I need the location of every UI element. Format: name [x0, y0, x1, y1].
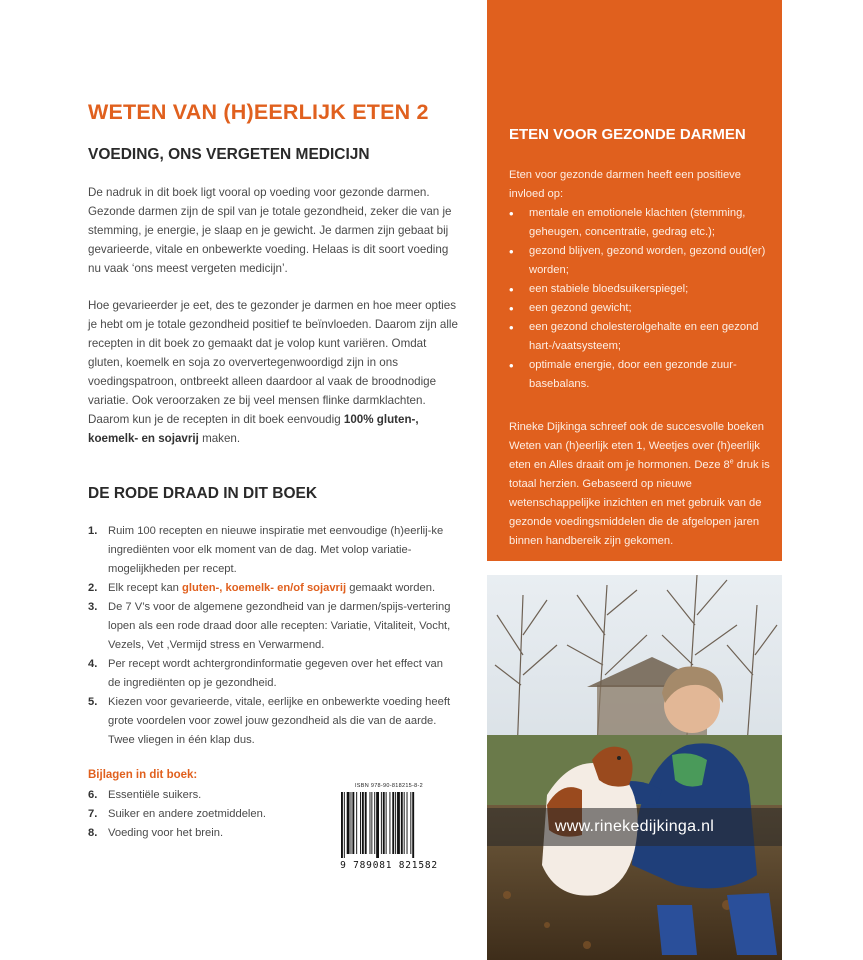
- intro-paragraph: De nadruk in dit boek ligt vooral op voeding voor gezonde darmen. Gezonde darmen zijn de spil van je totale gezondheid, zeker die van je stemming, je energie, je slaap en je gewicht. Je darmen zijn gebaat bij gevarieerde, vitale en onbewerkte voeding. Helaas is dit soort voeding nu vaak ‘ons meest vergeten medicijn’.: [88, 186, 452, 275]
- list-text: Essentiële suikers.: [108, 789, 202, 801]
- allergen-free-highlight: 100% gluten-, koemelk- en sojavrij: [88, 413, 419, 445]
- list-text: De 7 V’s voor de algemene gezondheid van je darmen/spijs-vertering lopen als een rode draad door alle recepten: Variatie, Vitaliteit, Vocht, Vezels, Vet ,Vermijd stress en Verwarmend.: [108, 601, 451, 651]
- list-text: Voeding voor het brein.: [108, 827, 224, 839]
- isbn-digits: 9 789081 821582: [340, 860, 438, 871]
- list-text: Per recept wordt achtergrondinformatie gegeven over het effect van de ingrediënten op je gezondheid.: [108, 658, 443, 689]
- variation-paragraph: [88, 296, 458, 448]
- variation-text: Hoe gevarieerder je eet, des te gezonder je darmen en hoe meer opties je hebt om je totale gezondheid positief te beïnvloeden. Daarom zijn alle recepten in dit boek zo gemaakt dat je volop kunt variëren. Omdat gluten, koemelk en soja zo oververtegenwoordigd zijn in ons voedingspatroon, ontbreekt alleen daardoor al vaak de broodnodige variatie. Ook veroorzaken ze bij veel mensen flinke darmklachten. Daarom kun je de recepten in dit boek eenvoudig: [88, 299, 458, 426]
- list-item: [88, 655, 458, 693]
- variation-end: maken.: [198, 432, 241, 445]
- panel-outro: [509, 418, 771, 551]
- outro-text: druk is totaal herzien. Gebaseerd op nieuwe wetenschappelijke inzichten en met gebruik van de gezonde voedingsmiddelen die de afgelopen jaren binnen handbereik zijn gekomen.: [509, 459, 770, 547]
- book-title: WETEN VAN (H)EERLIJK ETEN 2: [88, 100, 429, 124]
- list-number: 5.: [88, 696, 98, 708]
- list-item: [88, 824, 308, 843]
- benefits-list: [509, 204, 771, 394]
- appendix-list: [88, 786, 308, 843]
- list-number: 8.: [88, 827, 98, 839]
- list-text: Suiker en andere zoetmiddelen.: [108, 808, 266, 820]
- list-item: • een stabiele bloedsuikerspiegel;: [509, 280, 771, 299]
- list-item: • een gezond cholesterolgehalte en een gezond hart-/vaatsysteem;: [509, 318, 771, 356]
- features-list: [88, 522, 458, 750]
- list-item: • gezond blijven, gezond worden, gezond oud(er) worden;: [509, 242, 771, 280]
- list-item: • mentale en emotionele klachten (stemming, geheugen, concentratie, gedrag etc.);: [509, 204, 771, 242]
- list-number: 7.: [88, 808, 98, 820]
- list-item: [88, 786, 308, 805]
- list-text: Ruim 100 recepten en nieuwe inspiratie met eenvoudige (h)eerlij-ke ingrediënten voor elk moment van de dag. Met volop variatie-mogelijkheden per recept.: [108, 525, 444, 575]
- panel-title: ETEN VOOR GEZONDE DARMEN: [509, 126, 746, 143]
- info-panel: [487, 0, 782, 561]
- list-text: Kiezen voor gevarieerde, vitale, eerlijke en onbewerkte voeding heeft grote voordelen voor zowel jouw gezondheid als die van de aarde. Twee vliegen in één klap dus.: [108, 696, 451, 746]
- website-link[interactable]: www.rinekedijkinga.nl: [554, 818, 715, 835]
- list-number: 6.: [88, 789, 98, 801]
- list-item: [88, 693, 458, 750]
- barcode-icon: [341, 792, 437, 858]
- list-item: [88, 598, 458, 655]
- list-item: • optimale energie, door een gezonde zuur-basebalans.: [509, 356, 771, 394]
- list-item: [88, 805, 308, 824]
- panel-intro: Eten voor gezonde darmen heeft een positieve invloed op:: [509, 169, 741, 200]
- isbn-barcode: [339, 783, 439, 875]
- book-subtitle: VOEDING, ONS VERGETEN MEDICIJN: [88, 146, 370, 163]
- list-item: • een gezond gewicht;: [509, 299, 771, 318]
- list-number: 4.: [88, 658, 98, 670]
- list-highlight: gluten-, koemelk- en/of sojavrij: [182, 582, 347, 594]
- list-number: 1.: [88, 525, 98, 537]
- list-number: 3.: [88, 601, 98, 613]
- author-photo: [487, 575, 782, 960]
- appendix-title: Bijlagen in dit boek:: [88, 769, 198, 781]
- isbn-label: ISBN 978-90-818215-8-2: [354, 783, 424, 789]
- author-with-dog-image: [487, 575, 782, 960]
- list-text: Elk recept kan: [108, 582, 182, 594]
- list-text: gemaakt worden.: [346, 582, 436, 594]
- outro-text: Rineke Dijkinga schreef ook de succesvolle boeken Weten van (h)eerlijk eten 1, Weetjes over (h)eerlijk eten en Alles draait om je hormonen. Deze 8: [509, 421, 764, 471]
- section-title-rode-draad: DE RODE DRAAD IN DIT BOEK: [88, 485, 318, 502]
- list-item: [88, 522, 458, 579]
- list-number: 2.: [88, 582, 98, 594]
- outro-sup: e: [729, 458, 734, 466]
- list-item: [88, 579, 458, 598]
